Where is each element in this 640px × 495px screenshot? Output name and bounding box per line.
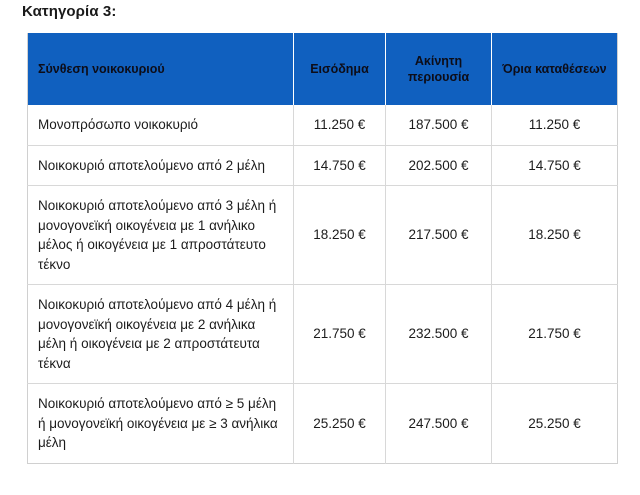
benefits-table (27, 33, 618, 464)
benefits-table-container (27, 33, 617, 464)
table-row (28, 186, 618, 285)
cell-deposits: 25.250 € (492, 384, 618, 464)
column-header-property: Ακίνητη περιουσία (386, 33, 492, 105)
cell-income: 18.250 € (294, 186, 386, 285)
cell-property: 232.500 € (386, 285, 492, 384)
cell-household: Μονοπρόσωπο νοικοκυριό (28, 105, 294, 145)
table-row (28, 384, 618, 464)
table-row (28, 105, 618, 145)
table-body (28, 105, 618, 463)
cell-property: 247.500 € (386, 384, 492, 464)
cell-deposits: 14.750 € (492, 145, 618, 186)
cell-income: 11.250 € (294, 105, 386, 145)
cell-household: Νοικοκυριό αποτελούμενο από ≥ 5 μέλη ή μονογονεϊκή οικογένεια με ≥ 3 ανήλικα μέλη (28, 384, 294, 464)
table-header-row (28, 33, 618, 105)
cell-household: Νοικοκυριό αποτελούμενο από 4 μέλη ή μονογονεϊκή οικογένεια με 2 ανήλικα μέλη ή οικογένεια με 2 απροστάτευτα τέκνα (28, 285, 294, 384)
cell-deposits: 11.250 € (528, 117, 581, 132)
column-header-income: Εισόδημα (294, 33, 386, 105)
cell-property: 187.500 € (386, 105, 492, 145)
cell-property: 217.500 € (386, 186, 492, 285)
cell-property: 202.500 € (386, 145, 492, 186)
table-row (28, 145, 618, 186)
column-header-household: Σύνθεση νοικοκυριού (28, 33, 294, 105)
table-header (28, 33, 618, 105)
page-title: Κατηγορία 3: (22, 3, 117, 20)
cell-household: Νοικοκυριό αποτελούμενο από 2 μέλη (28, 145, 294, 186)
cell-income: 14.750 € (294, 145, 386, 186)
cell-deposits: 21.750 € (492, 285, 618, 384)
cell-income: 21.750 € (294, 285, 386, 384)
cell-deposits: 18.250 € (492, 186, 618, 285)
cell-income: 25.250 € (294, 384, 386, 464)
column-header-deposits: Όρια καταθέσεων (492, 33, 618, 105)
cell-household: Νοικοκυριό αποτελούμενο από 3 μέλη ή μονογονεϊκή οικογένεια με 1 ανήλικο μέλος ή οικογένεια με 1 απροστάτευτο τέκνο (28, 186, 294, 285)
table-row (28, 285, 618, 384)
